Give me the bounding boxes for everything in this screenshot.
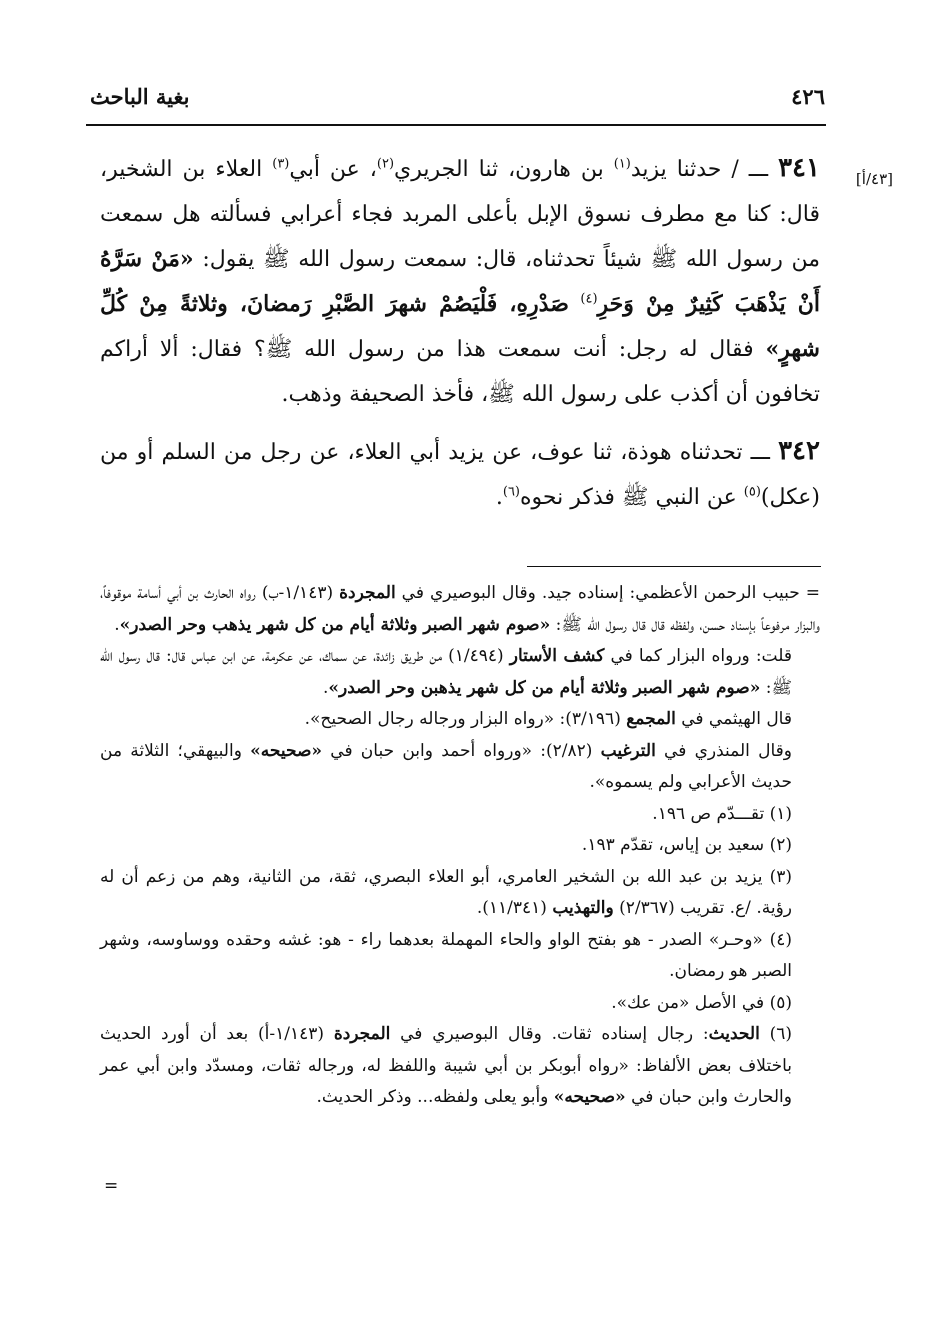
- footnote-ref: (٤): [580, 291, 598, 307]
- note-text: (٣) يزيد بن عبد الله بن الشخير العامري، أبو العلاء البصري، ثقة، من الثانية، وهم من زعم أن له رؤية. /ع. تقريب (٢/٣٦٧): [100, 866, 792, 918]
- note-text: (٣/١٩٦): «رواه البزار ورجاله رجال الصحيح».: [304, 709, 621, 729]
- note-text: : رجال إسناده ثقات. وقال البوصيري في: [400, 1024, 709, 1044]
- hadith-text: .: [495, 485, 503, 510]
- hadith-342: [100, 429, 820, 520]
- footnote-ref: (١): [613, 156, 631, 172]
- footnote-ref: (٣): [272, 156, 290, 172]
- note-text: (٢/٨٢): «ورواه أحمد وابن حبان في: [330, 740, 593, 761]
- note-text: (١/١٤٣-أ) بعد أن أورد الحديث باختلاف بعض الألفاظ: «رواه أبوبكر بن أبي شيبة واللفظ له، ورجاله ثقات، ومسدّد وابن أبي عمر والحارث وابن حبان في: [100, 1024, 792, 1107]
- note-text: (١١/٣٤١).: [476, 898, 547, 918]
- note-paragraph: [100, 704, 820, 736]
- hadith-text: عن النبي ﷺ فذكر نحوه: [520, 485, 737, 510]
- note-text: قلت: ورواه البزار كما في: [610, 646, 793, 666]
- source-title: «صحيحه»: [553, 1087, 626, 1107]
- source-title: والتهذيب: [552, 898, 614, 918]
- footnote-separator: [527, 566, 821, 567]
- hadith-text: العلاء بن الشخير، قال: كنا مع مطرف نسوق الإبل بأعلى المربد فجاء أعرابي فسألته هل سمعت من رسول الله ﷺ شيئاً تحدثناه، قال: سمعت رسول الله ﷺ يقول:: [100, 157, 820, 272]
- footnote-ref: (٦): [502, 484, 520, 500]
- footnotes: [100, 578, 820, 1114]
- source-title: المجردة: [333, 1024, 391, 1044]
- note-text: = حبيب الرحمن الأعظمي: إسناده جيد. وقال البوصيري في: [401, 583, 821, 603]
- prophetic-quote: «مَنْ سَرَّهُ أَنْ يَذْهَبَ كَثِيرٌ مِنْ وَحَرِ: [100, 246, 820, 317]
- header-rule: [86, 124, 826, 126]
- source-title: كشف الأستار: [509, 646, 605, 666]
- quoted-text: «صوم شهر الصبر وثلاثة أيام من كل شهر يذهبن وحر الصدر»: [328, 677, 761, 698]
- margin-reference: [٤٣/أ]: [855, 170, 893, 188]
- note-text: .: [322, 677, 329, 698]
- hadith-dash: ـــ: [750, 440, 770, 465]
- note-paragraph: [100, 641, 820, 704]
- source-title: المجمع: [626, 709, 676, 729]
- footnote-5: (٥) في الأصل «من عك».: [611, 992, 792, 1013]
- running-header-title: بغية الباحث: [90, 84, 190, 109]
- note-text: (٦): [769, 1024, 792, 1044]
- prophetic-quote: صَدْرِهِ، فَلْيَصُمْ شهرَ الصَّبْرِ رَمضانَ، وثلاثةً مِنْ كُلِّ شهرٍ»: [100, 291, 820, 362]
- note-text: قال الهيثمي في: [681, 709, 792, 729]
- footnote-1: (١) تقـــدّم ص ١٩٦.: [652, 803, 792, 824]
- continuation-mark: =: [104, 1176, 119, 1196]
- note-text: والبيهقي؛ الثلاثة من حديث الأعرابي ولم يسموه».: [100, 740, 792, 792]
- note-text: (١/٤٩٤) من طريق زائدة، عن سماك، عن عكرمة، عن ابن عباس قال: قال رسول الله ﷺ:: [100, 646, 792, 698]
- quoted-text: «صوم شهر الصبر وثلاثة أيام من كل شهر يذهب وحر الصدر»: [119, 614, 551, 635]
- hadith-number: ٣٤١: [778, 153, 820, 183]
- hadith-text: ، عن أبي: [289, 157, 377, 182]
- note-text: وأبو يعلى ولفظه... وذكر الحديث.: [316, 1087, 549, 1107]
- main-text: [100, 146, 820, 532]
- hadith-341: [100, 146, 820, 417]
- note-text: وقال المنذري في: [664, 740, 792, 761]
- footnote-3: [100, 862, 820, 925]
- hadith-text: تحدثناه هوذة، ثنا عوف، عن يزيد أبي العلاء، عن رجل من السلم أو من (عكل): [100, 440, 820, 510]
- note-continuation: [100, 578, 820, 641]
- note-text: .: [114, 614, 120, 635]
- hadith-number: ٣٤٢: [778, 436, 820, 466]
- footnote-ref: (٢): [376, 156, 395, 172]
- footnote-2: (٢) سعيد بن إياس، تقدّم ١٩٣.: [581, 835, 792, 855]
- footnote-4: (٤) «وحـر» الصدر - هو بفتح الواو والحاء المهملة بعدهما راء - هو: غشه وحقده ووساوسه، وشهر الصبر هو رمضان.: [100, 929, 792, 981]
- page-number: ٤٢٦: [791, 84, 825, 109]
- source-title: الترغيب: [600, 740, 656, 761]
- hadith-dash: ـــ /: [731, 157, 769, 182]
- note-paragraph: [100, 736, 820, 799]
- hadith-text: بن هارون، ثنا الجريري: [394, 157, 604, 182]
- hadith-text: حدثنا يزيد: [630, 157, 722, 182]
- source-title: المجردة: [339, 583, 396, 603]
- note-text: (١/١٤٣-ب) رواه الحارث بن أبي أسامة موقوفاً، والبزار مرفوعاً بإسناد حسن، ولفظه قال قال رسول الله ﷺ:: [100, 583, 820, 635]
- note-keyword: الحديث: [708, 1024, 760, 1044]
- hadith-text: فقال له رجل: أنت سمعت هذا من رسول الله ﷺ؟ فقال: ألا أراكم تخافون أن أكذب على رسول الله ﷺ، فأخذ الصحيفة وذهب.: [100, 337, 820, 407]
- footnote-6: [100, 1019, 820, 1114]
- footnote-ref: (٥): [743, 484, 761, 500]
- source-title: «صحيحه»: [250, 740, 323, 761]
